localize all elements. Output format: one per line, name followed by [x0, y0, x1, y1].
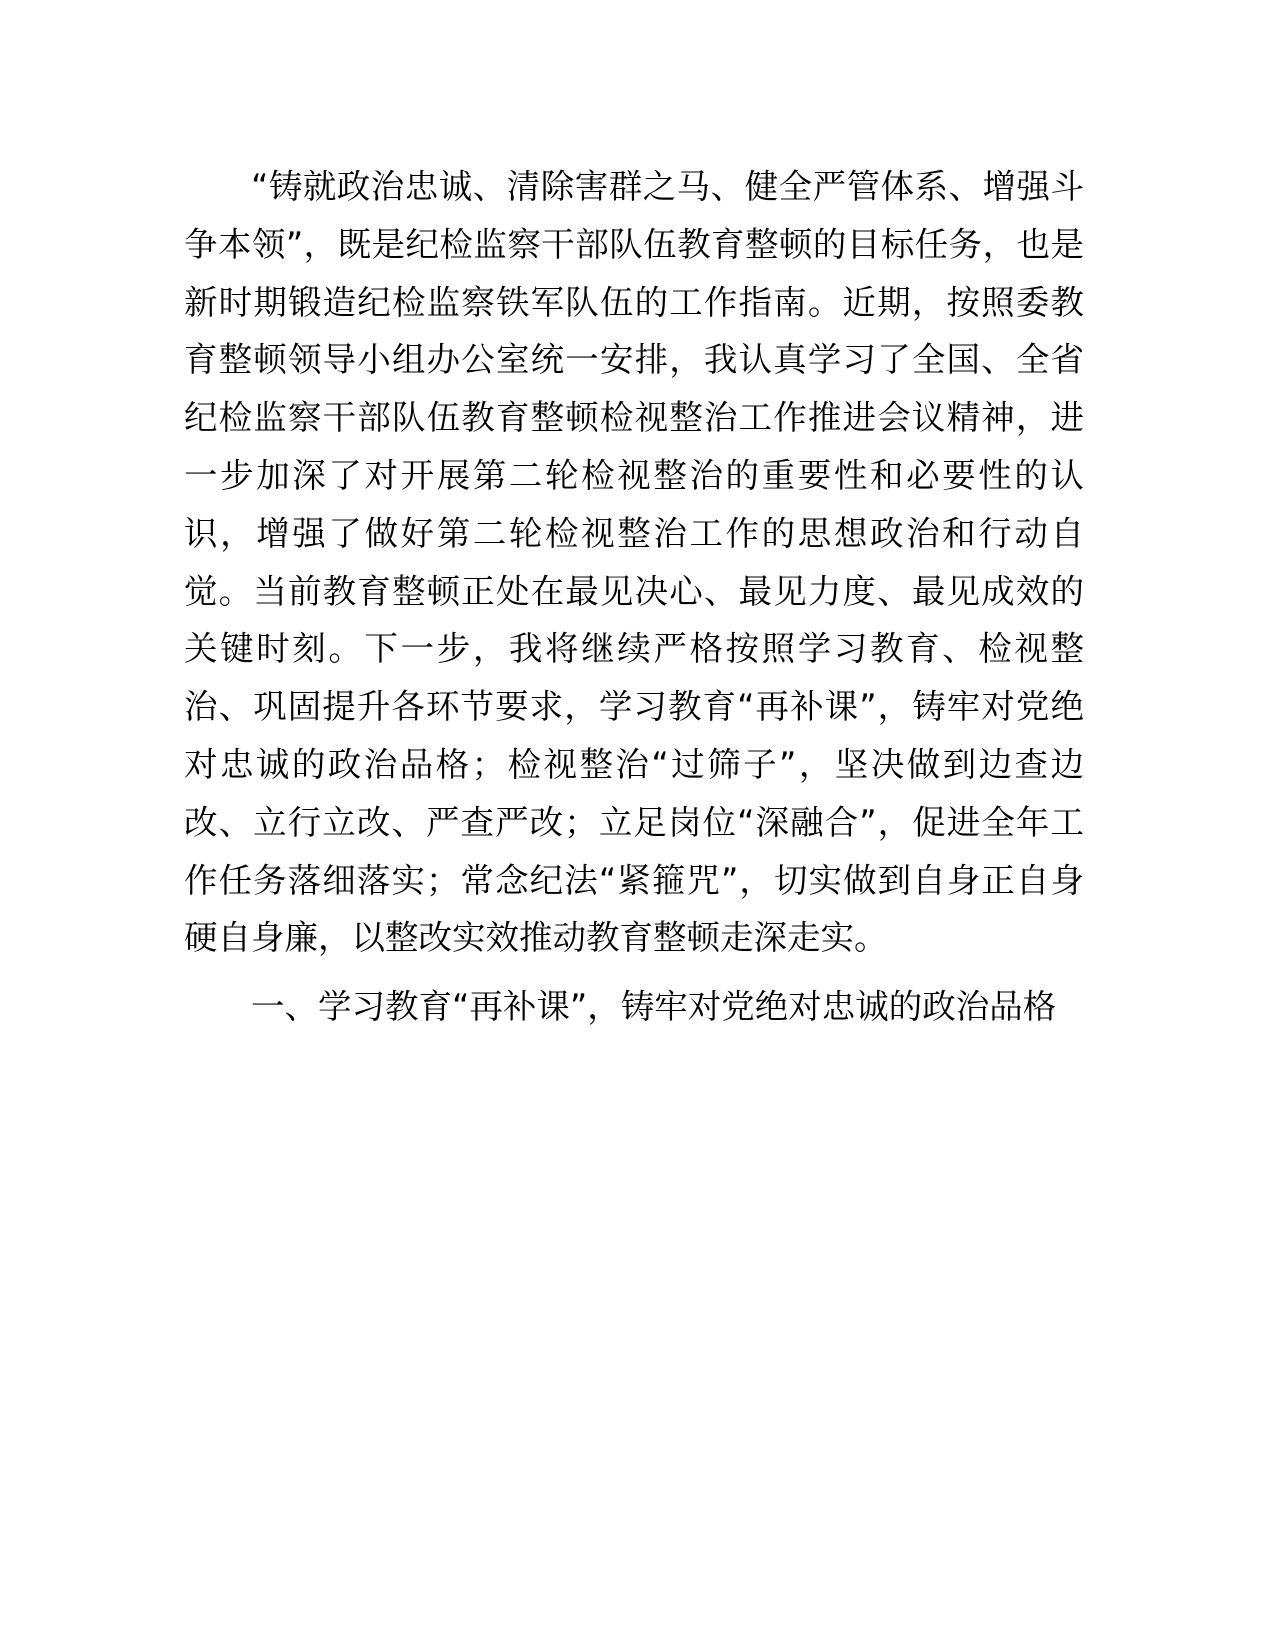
- section-heading-1: 一、学习教育“再补课”，铸牢对党绝对忠诚的政治品格: [251, 987, 1057, 1027]
- document-body: [184, 158, 1084, 1036]
- intro-paragraph: “铸就政治忠诚、清除害群之马、健全严管体系、增强斗争本领”，既是纪检监察干部队伍教育整顿的目标任务，也是新时期锻造纪检监察铁军队伍的工作指南。近期，按照委教育整顿领导小组办公室统一安排，我认真学习了全国、全省纪检监察干部队伍教育整顿检视整治工作推进会议精神，进一步加深了对开展第二轮检视整治的重要性和必要性的认识，增强了做好第二轮检视整治工作的思想政治和行动自觉。当前教育整顿正处在最见决心、最见力度、最见成效的关键时刻。下一步，我将继续严格按照学习教育、检视整治、巩固提升各环节要求，学习教育“再补课”，铸牢对党绝对忠诚的政治品格；检视整治“过筛子”，坚决做到边查边改、立行立改、严查严改；立足岗位“深融合”，促进全年工作任务落细落实；常念纪法“紧箍咒”，切实做到自身正自身硬自身廉，以整改实效推动教育整顿走深走实。: [184, 167, 1084, 958]
